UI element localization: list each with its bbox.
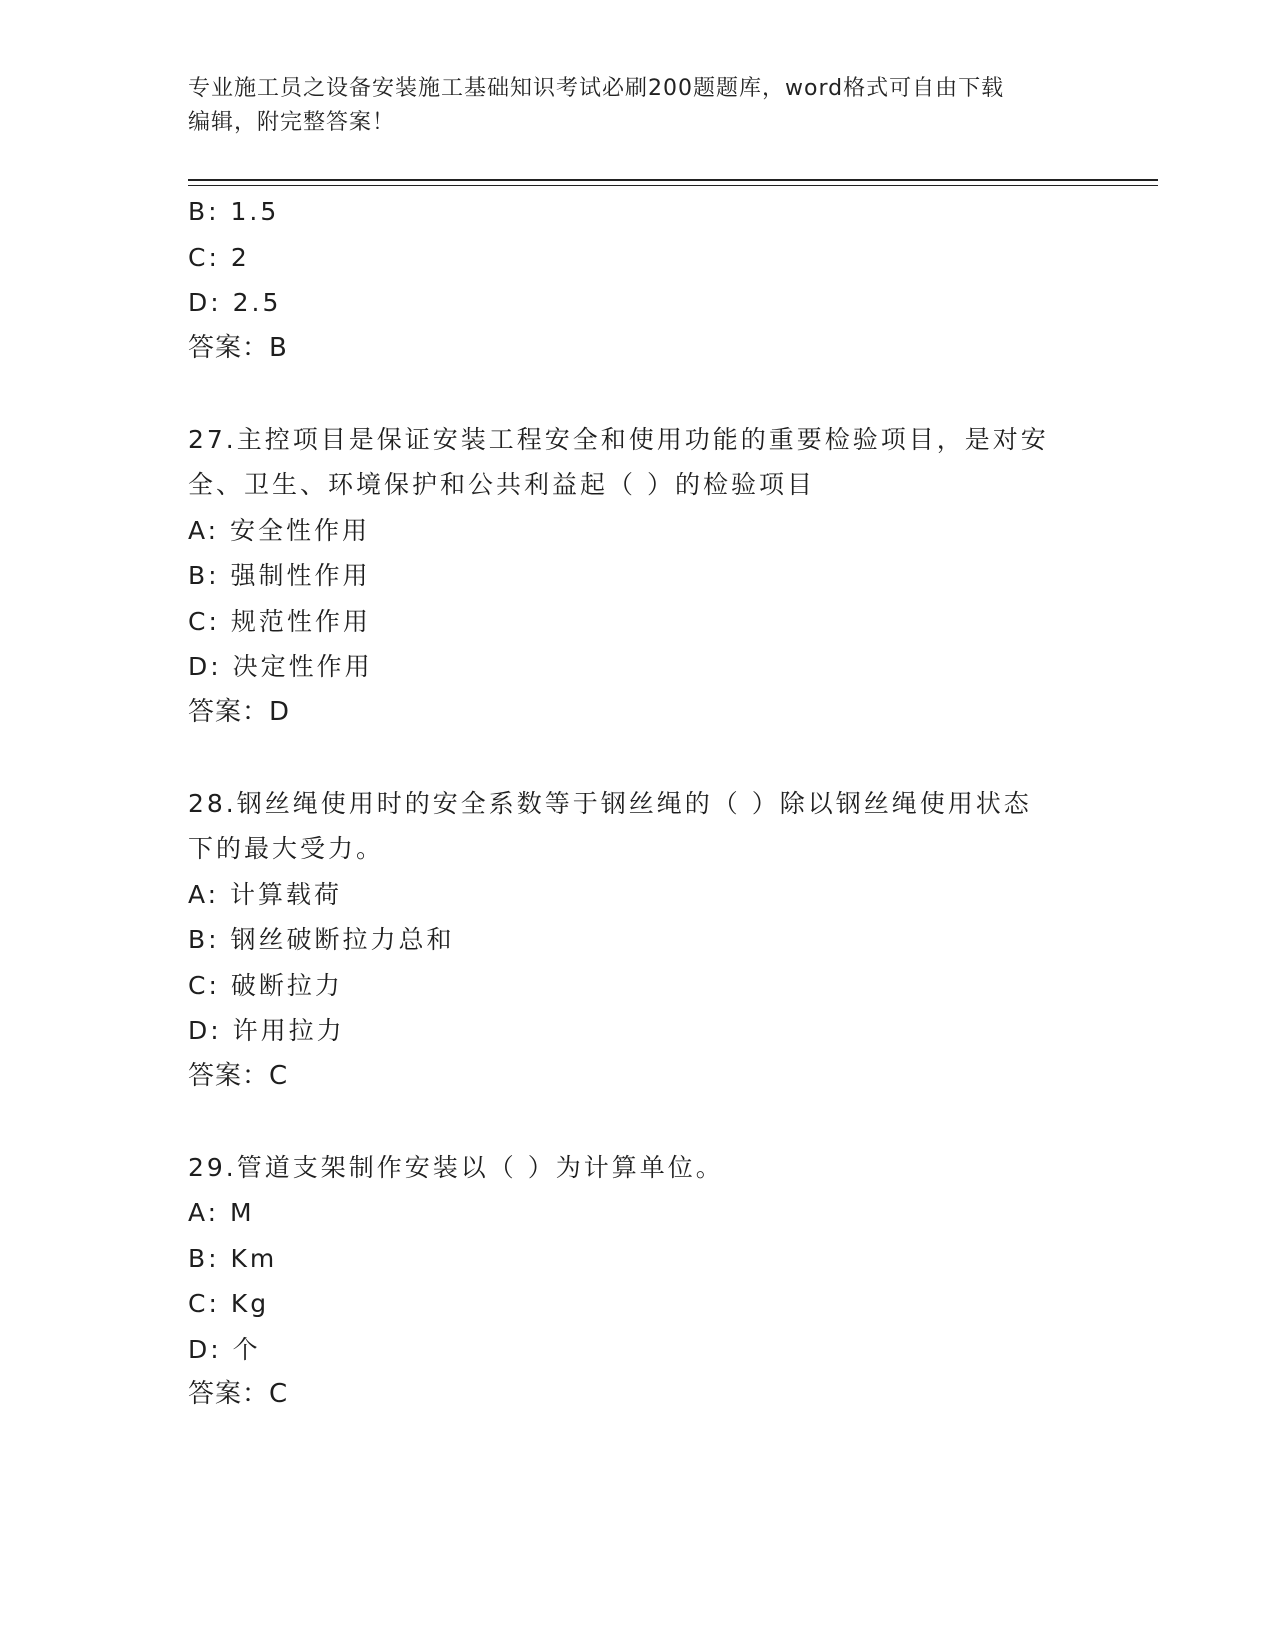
option-a: A: M xyxy=(188,1198,255,1227)
option-c: C: 规范性作用 xyxy=(188,606,371,636)
carryover-question xyxy=(188,189,1088,371)
document-header xyxy=(188,72,1088,140)
answer-line: 答案：B xyxy=(188,332,288,363)
question-29 xyxy=(188,1145,1088,1418)
option-d: D: 决定性作用 xyxy=(188,652,373,681)
header-title-line-1: 专业施工员之设备安装施工基础知识考试必刷200题题库，word格式可自由下载 xyxy=(188,76,1005,101)
header-title-line-2: 编辑，附完整答案！ xyxy=(188,110,396,135)
option-b: B: Km xyxy=(188,1243,278,1273)
question-27 xyxy=(188,417,1088,736)
answer-line: 答案：D xyxy=(188,696,291,727)
option-d: D: 个 xyxy=(188,1334,261,1364)
question-28 xyxy=(188,781,1088,1100)
option-c: C: Kg xyxy=(188,1289,270,1318)
option-b: B: 强制性作用 xyxy=(188,561,371,590)
question-stem-line-1: 29.管道支架制作安装以（ ）为计算单位。 xyxy=(188,1152,724,1182)
header-divider-thin xyxy=(188,185,1158,186)
answer-line: 答案：C xyxy=(188,1060,289,1091)
document-body xyxy=(188,189,1088,1418)
option-b: B: 1.5 xyxy=(188,197,280,226)
option-c: C: 破断拉力 xyxy=(188,970,343,1000)
answer-line: 答案：C xyxy=(188,1379,289,1409)
option-b: B: 钢丝破断拉力总和 xyxy=(188,925,455,954)
option-d: D: 2.5 xyxy=(188,288,282,317)
question-stem-line-1: 28.钢丝绳使用时的安全系数等于钢丝绳的（ ）除以钢丝绳使用状态 xyxy=(188,788,1032,818)
header-divider-thick xyxy=(188,179,1158,181)
spacer xyxy=(188,371,1088,417)
option-d: D: 许用拉力 xyxy=(188,1016,345,1045)
question-stem-line-2: 下的最大受力。 xyxy=(188,834,385,863)
spacer xyxy=(188,1099,1088,1145)
spacer xyxy=(188,735,1088,781)
question-stem-line-1: 27.主控项目是保证安装工程安全和使用功能的重要检验项目，是对安 xyxy=(188,424,1049,454)
option-a: A: 计算载荷 xyxy=(188,879,343,909)
option-c: C: 2 xyxy=(188,242,250,272)
option-a: A: 安全性作用 xyxy=(188,515,371,545)
question-stem-line-2: 全、卫生、环境保护和公共利益起（ ）的检验项目 xyxy=(188,470,815,499)
